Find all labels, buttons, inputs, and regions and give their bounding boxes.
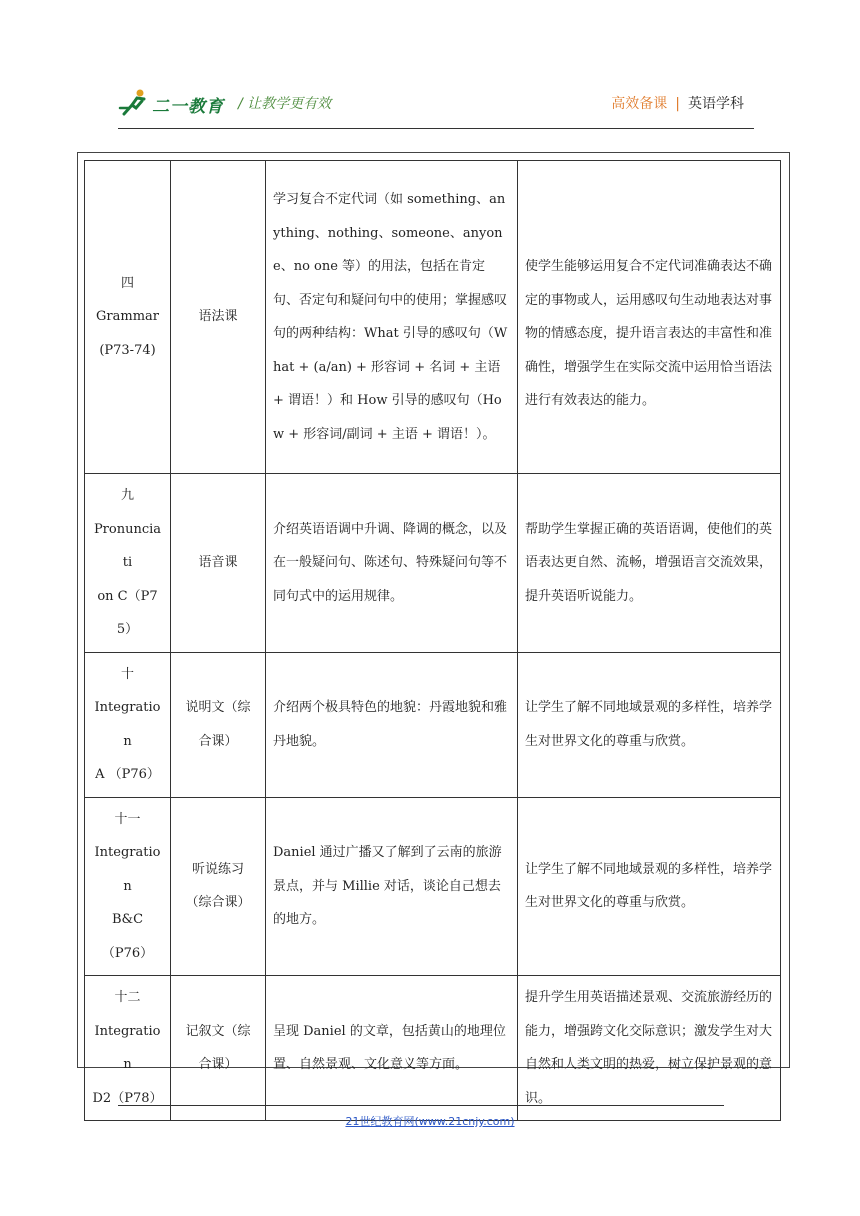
- table-row: [85, 652, 781, 797]
- content-cell: 学习复合不定代词（如 something、anything、nothing、someone、anyone、no one 等）的用法，包括在肯定句、否定句和疑问句中的使用；掌握感叹句的两种结构：What 引导的感叹句（What + (a/an) + 形容词 + 名词 + 主语 + 谓语！）和 How 引导的感叹句（How + 形容词/副词 + 主语 + 谓语！）。: [266, 161, 518, 474]
- lesson-title: Integration: [94, 845, 161, 894]
- lesson-type: 听说练习: [191, 861, 244, 877]
- slogan: / 让教学更有效: [238, 96, 332, 112]
- lesson-cell: [85, 161, 171, 474]
- goal-cell: 提升学生用英语描述景观、交流旅游经历的能力，增强跨文化交际意识；激发学生对大自然和人类文明的热爱，树立保护景观的意识。: [518, 976, 781, 1121]
- lesson-number: 十: [120, 666, 134, 682]
- lesson-pages: （P76）: [101, 945, 154, 961]
- lesson-title: Integration: [94, 1023, 161, 1072]
- lesson-type: 语法课: [198, 309, 238, 325]
- type-cell: [171, 797, 266, 976]
- goal-cell: 使学生能够运用复合不定代词准确表达不确定的事物或人，运用感叹句生动地表达对事物的情感态度，提升语言表达的丰富性和准确性，增强学生在实际交流中运用恰当语法进行有效表达的能力。: [518, 161, 781, 474]
- lesson-cell: [85, 797, 171, 976]
- lesson-pages: D2（P78）: [92, 1090, 163, 1106]
- table-row: [85, 161, 781, 474]
- goal-cell: 帮助学生掌握正确的英语语调，使他们的英语表达更自然、流畅，增强语言交流效果，提升英语听说能力。: [518, 474, 781, 653]
- runner-logo-icon: [118, 88, 150, 118]
- lesson-type: 记叙文（综: [185, 1023, 251, 1039]
- lesson-plan-table: [84, 160, 781, 1121]
- header-tag-prep: 高效备课: [611, 96, 668, 112]
- lesson-pages: on C（P75）: [97, 588, 158, 637]
- table-row: [85, 976, 781, 1121]
- goal-cell: 让学生了解不同地域景观的多样性，培养学生对世界文化的尊重与欣赏。: [518, 797, 781, 976]
- lesson-number: 四: [120, 275, 134, 291]
- header-divider: [118, 128, 754, 129]
- lesson-title: Integration: [94, 700, 161, 749]
- header-subject: [611, 93, 744, 113]
- content-cell: 呈现 Daniel 的文章，包括黄山的地理位置、自然景观、文化意义等方面。: [266, 976, 518, 1121]
- lesson-number: 九: [120, 488, 134, 503]
- lesson-number: 十二: [114, 990, 141, 1005]
- type-cell: [171, 161, 266, 474]
- header-separator: |: [675, 96, 680, 112]
- content-cell: 介绍两个极具特色的地貌：丹霞地貌和雅丹地貌。: [266, 652, 518, 797]
- lesson-pages: (P73-74): [99, 342, 156, 358]
- lesson-title: B&C: [111, 912, 144, 927]
- lesson-title: Pronunciati: [93, 521, 162, 570]
- header-tag-subject: 英语学科: [688, 96, 744, 112]
- page-header: [118, 84, 754, 128]
- lesson-title: Grammar: [96, 309, 159, 325]
- lesson-type: （综合课）: [185, 895, 251, 911]
- content-cell: Daniel 通过广播又了解到了云南的旅游景点，并与 Millie 对话，谈论自己想去的地方。: [266, 797, 518, 976]
- lesson-cell: [85, 976, 171, 1121]
- footer-link[interactable]: 21世纪教育网(www.21cnjy.com): [345, 1115, 515, 1128]
- logo: [118, 88, 228, 118]
- lesson-type: 语音课: [198, 555, 238, 570]
- table-row: [85, 474, 781, 653]
- lesson-cell: [85, 652, 171, 797]
- type-cell: [171, 474, 266, 653]
- type-cell: [171, 652, 266, 797]
- type-cell: [171, 976, 266, 1121]
- logo-text: 二一教育: [152, 97, 224, 117]
- lesson-type: 说明文（综: [185, 700, 251, 715]
- goal-cell: 让学生了解不同地域景观的多样性，培养学生对世界文化的尊重与欣赏。: [518, 652, 781, 797]
- lesson-type: 合课）: [198, 733, 238, 749]
- footer-divider: [118, 1105, 724, 1106]
- lesson-type: 合课）: [198, 1057, 238, 1072]
- content-cell: 介绍英语语调中升调、降调的概念，以及在一般疑问句、陈述句、特殊疑问句等不同句式中的运用规律。: [266, 474, 518, 653]
- lesson-cell: [85, 474, 171, 653]
- lesson-number: 十一: [114, 811, 141, 827]
- lesson-pages: A （P76）: [95, 767, 160, 782]
- table-row: [85, 797, 781, 976]
